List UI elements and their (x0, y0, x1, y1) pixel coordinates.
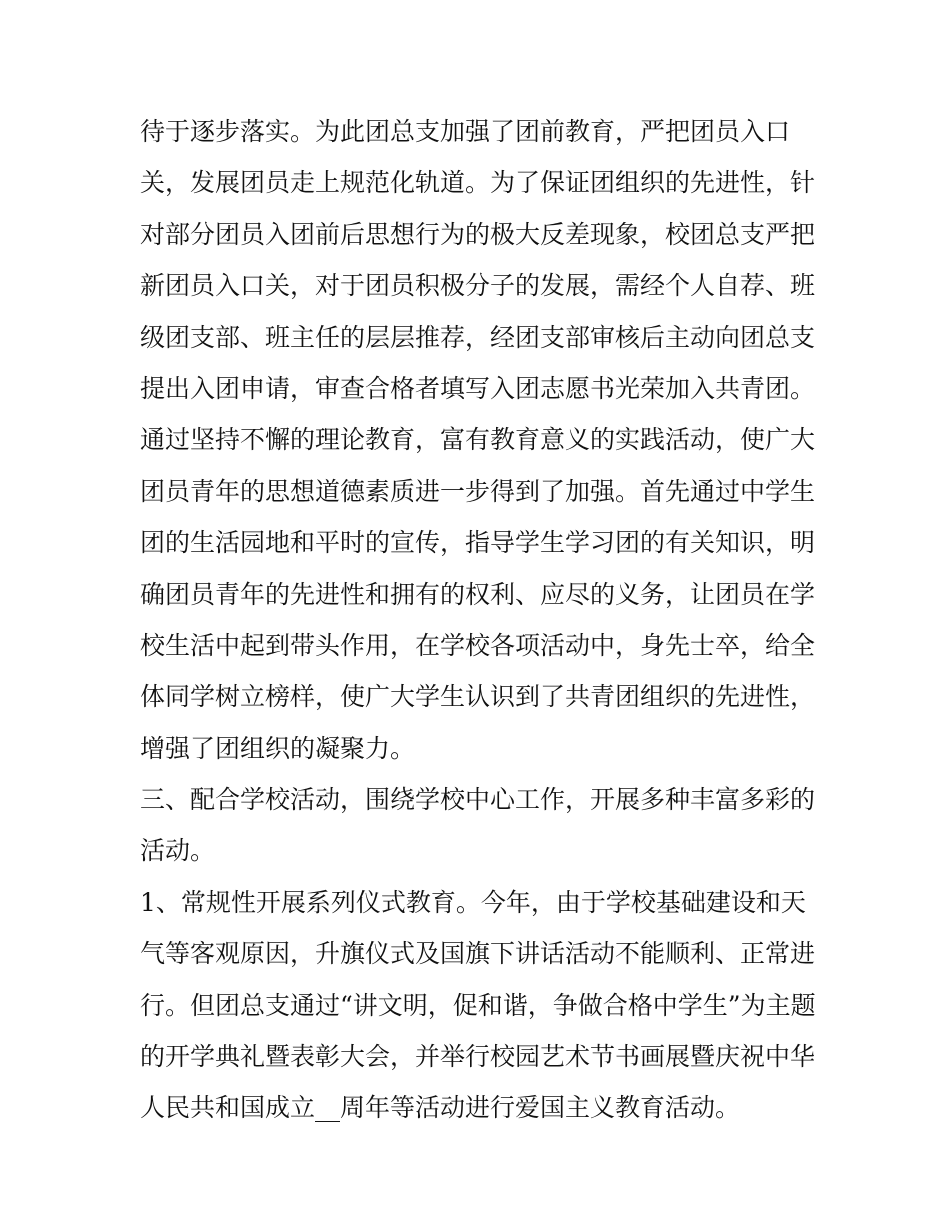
text-line: 的开学典礼暨表彰大会，并举行校园艺术节书画展暨庆祝中华 (140, 1042, 816, 1072)
text-line: 校生活中起到带头作用，在学校各项活动中，身先士卒，给全 (140, 630, 816, 660)
text-line: 行。但团总支通过“讲文明，促和谐，争做合格中学生”为主题 (140, 990, 816, 1020)
text-line: 提出入团申请，审查合格者填写入团志愿书光荣加入共青团。 (140, 373, 816, 403)
text-line: 新团员入口关，对于团员积极分子的发展，需经个人自荐、班 (140, 271, 816, 301)
text-line: 气等客观原因，升旗仪式及国旗下讲话活动不能顺利、正常进 (140, 939, 816, 969)
text-line: 通过坚持不懈的理论教育，富有教育意义的实践活动，使广大 (140, 425, 816, 455)
text-line: 关，发展团员走上规范化轨道。为了保证团组织的先进性，针 (140, 168, 816, 198)
text-line: 级团支部、班主任的层层推荐，经团支部审核后主动向团总支 (140, 322, 816, 352)
list-item-1: 1、常规性开展系列仪式教育。今年，由于学校基础建设和天 (140, 887, 806, 917)
section-heading-continued: 活动。 (140, 836, 216, 866)
text-line: 体同学树立榜样，使广大学生认识到了共青团组织的先进性， (140, 682, 816, 712)
body-text (140, 106, 840, 1134)
section-heading: 三、配合学校活动，围绕学校中心工作，开展多种丰富多彩的 (140, 785, 816, 815)
text-line: 待于逐步落实。为此团总支加强了团前教育，严把团员入口 (140, 117, 791, 146)
text-line: 增强了团组织的凝聚力。 (140, 733, 416, 763)
text-line: 对部分团员入团前后思想行为的极大反差现象，校团总支严把 (140, 219, 816, 249)
text-line: 团的生活园地和平时的宣传，指导学生学习团的有关知识，明 (140, 528, 816, 558)
text-line: 人民共和国成立__周年等活动进行爱国主义教育活动。 (140, 1093, 741, 1123)
text-line: 团员青年的思想道德素质进一步得到了加强。首先通过中学生 (140, 476, 816, 506)
text-line: 确团员青年的先进性和拥有的权利、应尽的义务，让团员在学 (140, 579, 816, 609)
